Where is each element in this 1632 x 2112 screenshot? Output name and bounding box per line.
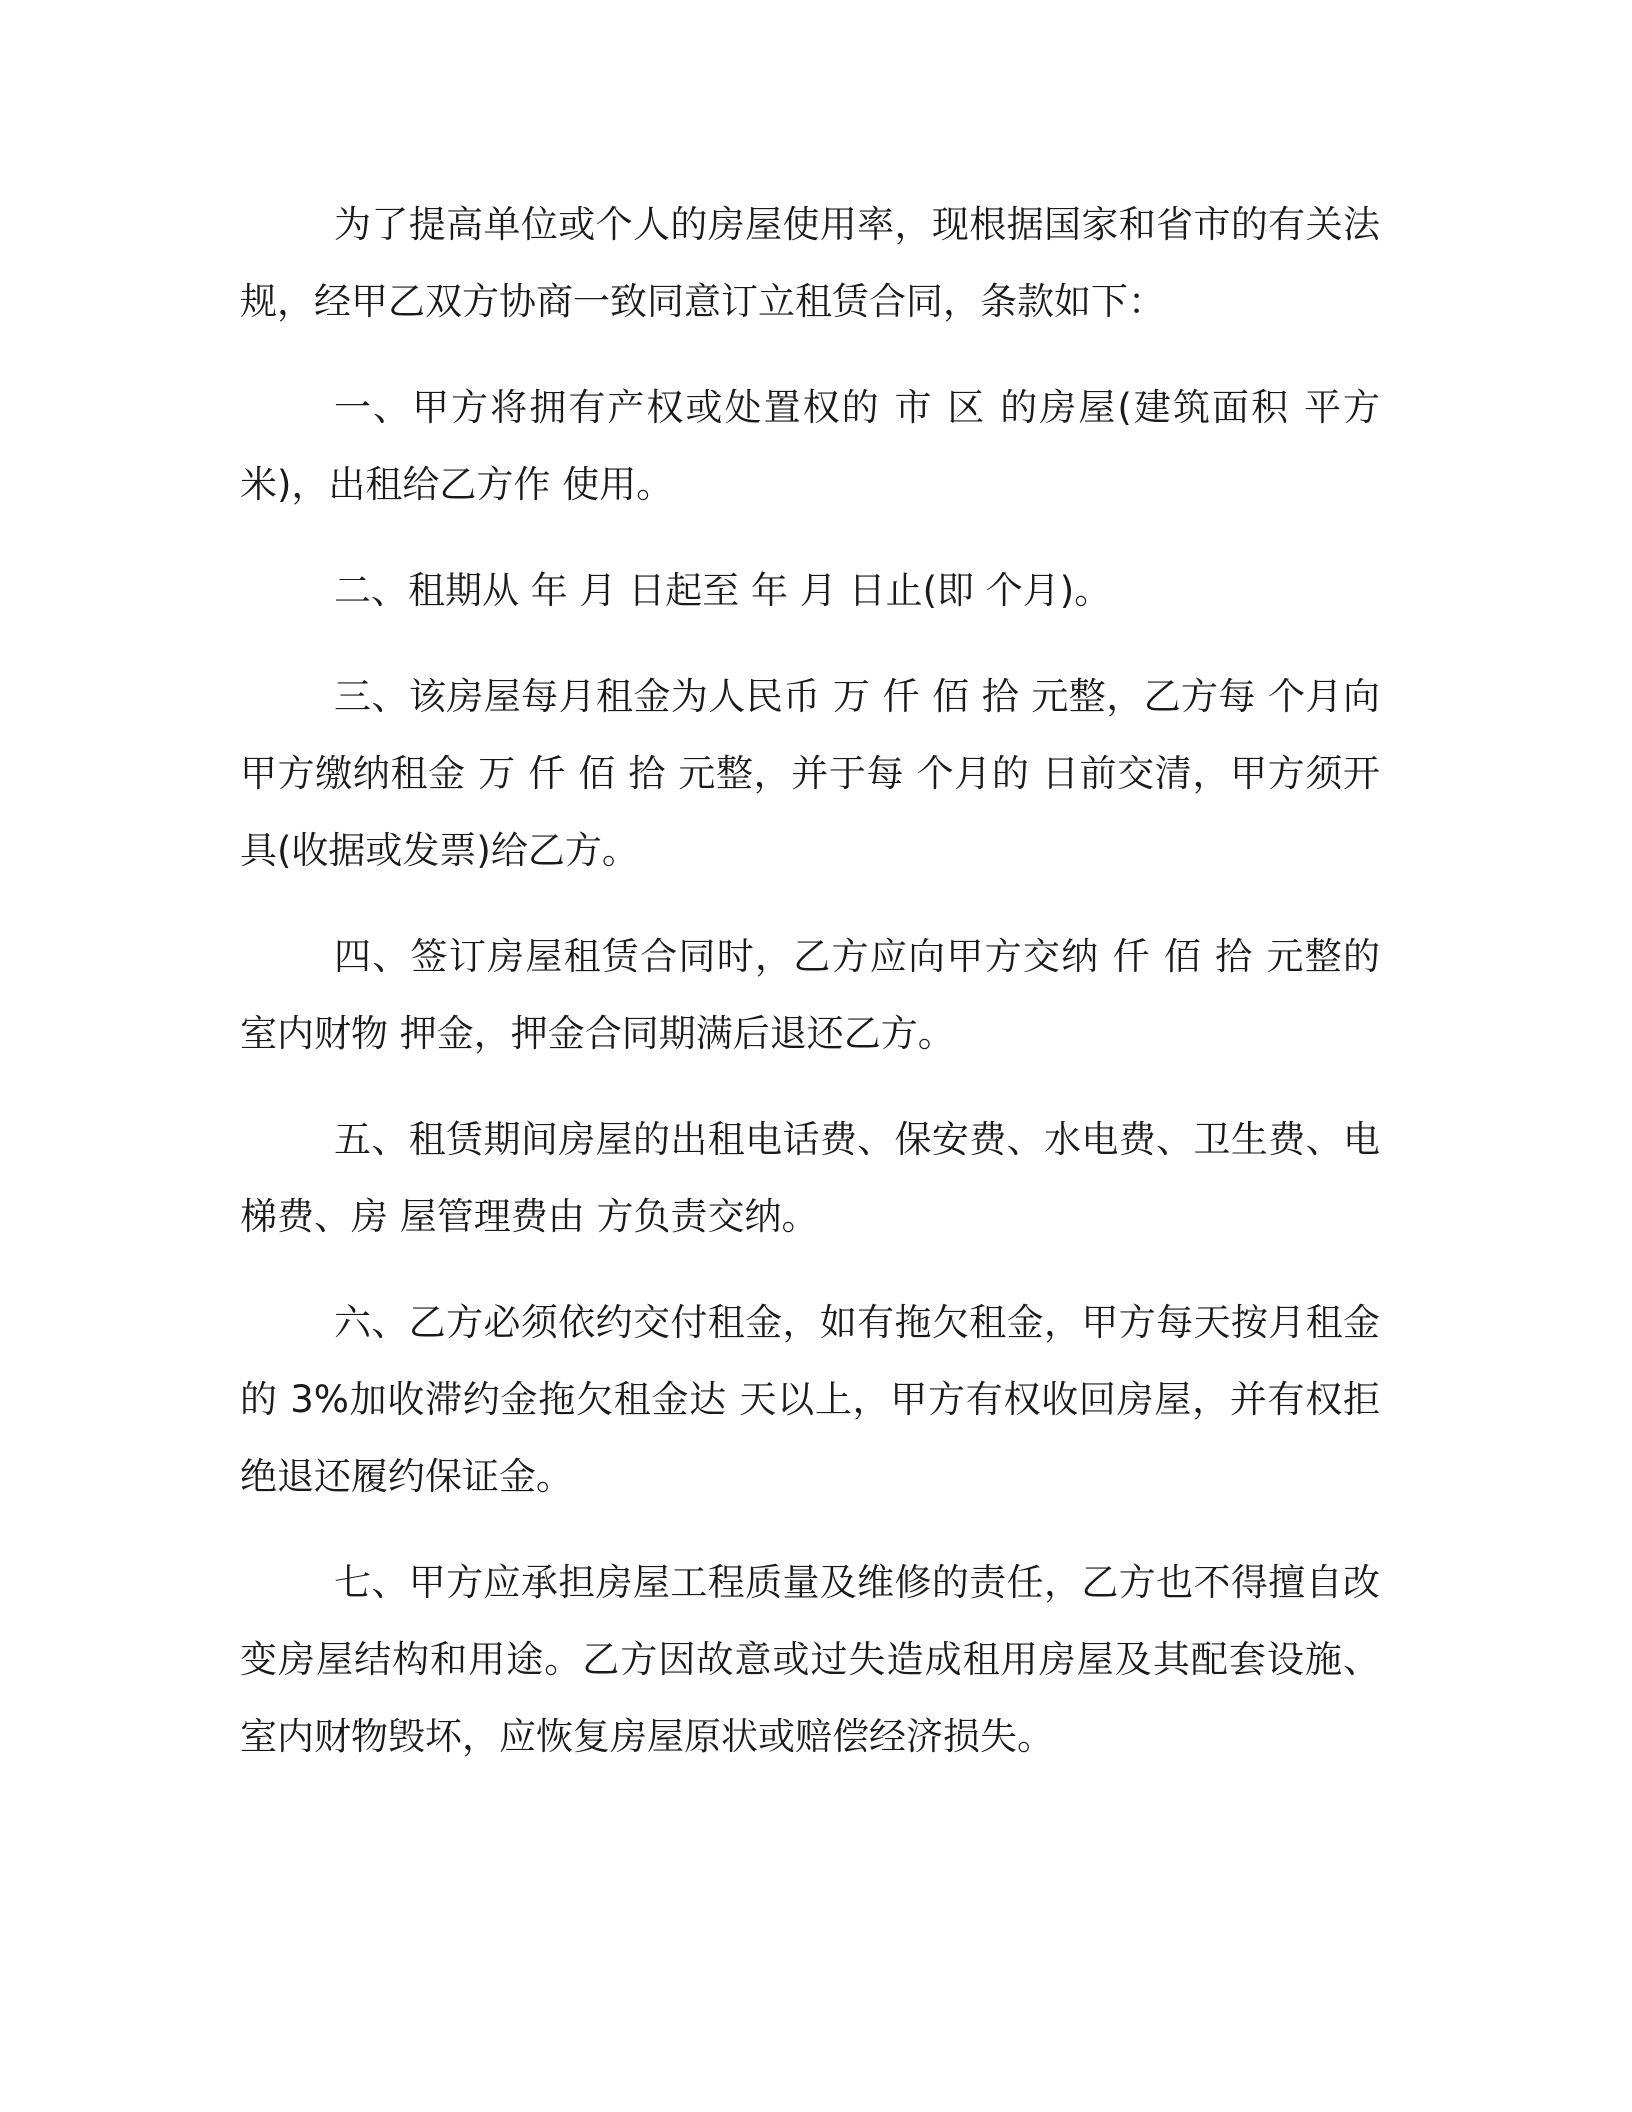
- paragraph-clause-3: 三、该房屋每月租金为人民币 万 仟 佰 拾 元整，乙方每 个月向甲方缴纳租金 万 仟 佰 拾 元整，并于每 个月的 日前交清，甲方须开具(收据或发票)给乙方。: [240, 675, 1380, 872]
- paragraph-clause-2: 二、租期从 年 月 日起至 年 月 日止(即 个月)。: [334, 569, 1112, 612]
- paragraph-clause-1: 一、甲方将拥有产权或处置权的 市 区 的房屋(建筑面积 平方米)，出租给乙方作 使用。: [240, 386, 1380, 506]
- paragraph-clause-4: 四、签订房屋租赁合同时，乙方应向甲方交纳 仟 佰 拾 元整的室内财物 押金，押金合同期满后退还乙方。: [240, 935, 1380, 1055]
- paragraph-clause-6: 六、乙方必须依约交付租金，如有拖欠租金，甲方每天按月租金的 3%加收滞约金拖欠租金达 天以上，甲方有权收回房屋，并有权拒绝退还履约保证金。: [240, 1301, 1380, 1498]
- paragraph-clause-7: 七、甲方应承担房屋工程质量及维修的责任，乙方也不得擅自改变房屋结构和用途。乙方因故意或过失造成租用房屋及其配套设施、室内财物毁坏，应恢复房屋原状或赔偿经济损失。: [240, 1561, 1380, 1758]
- paragraph-intro: 为了提高单位或个人的房屋使用率，现根据国家和省市的有关法规，经甲乙双方协商一致同意订立租赁合同，条款如下：: [240, 203, 1380, 323]
- paragraph-clause-5: 五、租赁期间房屋的出租电话费、保安费、水电费、卫生费、电梯费、房 屋管理费由 方负责交纳。: [240, 1118, 1380, 1238]
- document-body: [240, 186, 1380, 1804]
